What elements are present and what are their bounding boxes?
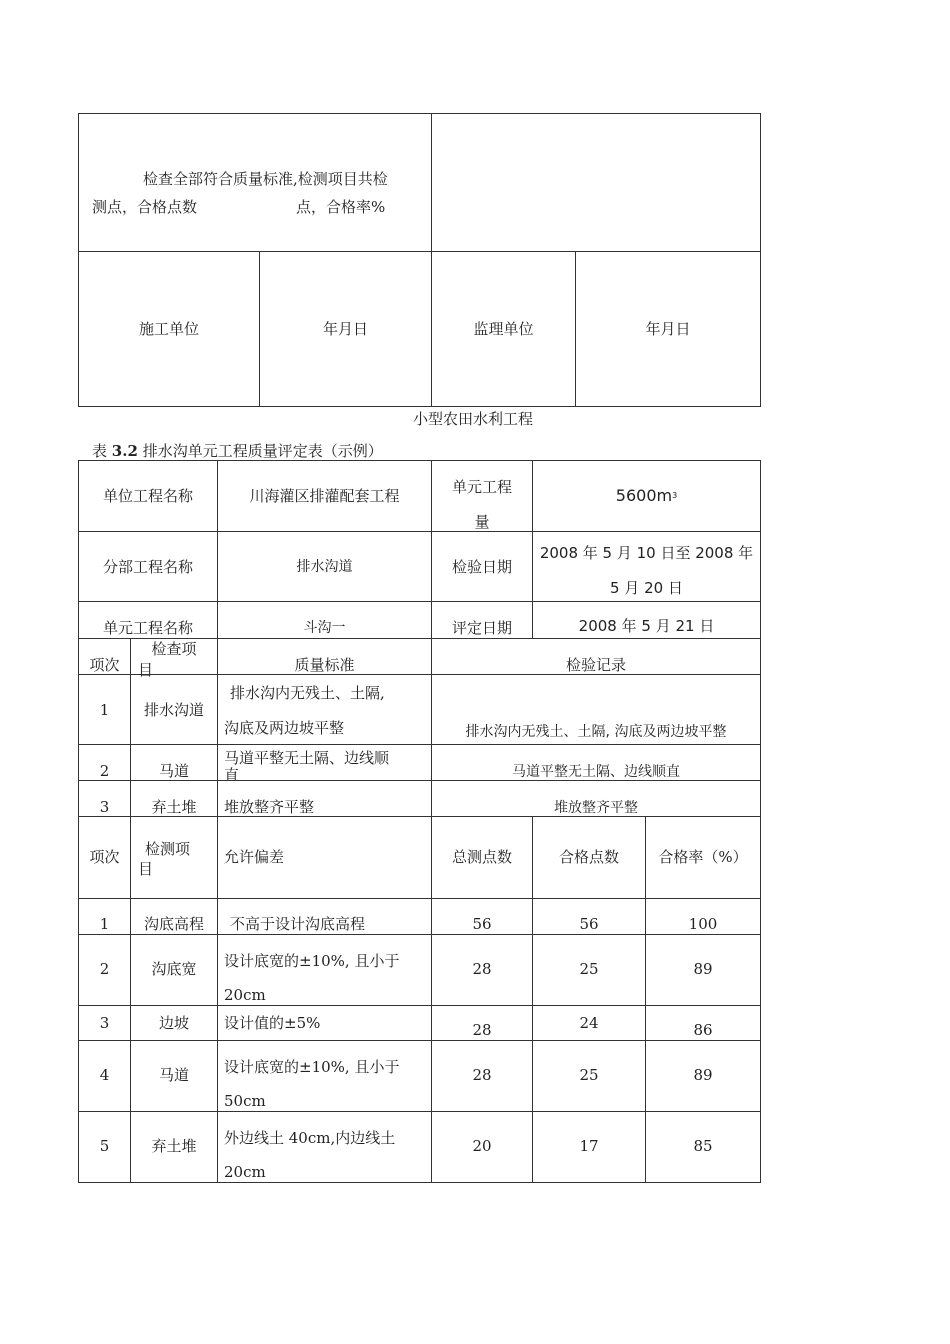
measure-header-item-2: 目: [138, 860, 154, 878]
measure-row-3-rate: 86: [693, 1021, 713, 1039]
measure-header-no: 项次: [89, 848, 120, 866]
measure-row-3-no: 3: [99, 1014, 110, 1032]
check-row-3-no: 3: [99, 798, 110, 816]
measure-row-1-tol: 不高于设计沟底高程: [230, 915, 366, 933]
table-number: 3.2: [111, 442, 138, 460]
check-row-2-std-1: 马道平整无土隔、边线顺: [224, 749, 390, 767]
measure-row-1-pass: 56: [579, 915, 599, 933]
check-row-1-std-1: 排水沟内无残土、土隔,: [230, 684, 385, 702]
table-prefix: 表: [92, 442, 108, 460]
eval-date-value: 2008 年 5 月 21 日: [578, 617, 715, 635]
measure-row-5-pass: 17: [579, 1137, 599, 1155]
measure-row-5-total: 20: [472, 1137, 492, 1155]
check-row-2-no: 2: [99, 762, 110, 780]
measure-row-3-item: 边坡: [158, 1014, 189, 1032]
check-row-3-item: 弃土堆: [151, 798, 197, 816]
measure-row-1-no: 1: [99, 915, 110, 933]
measure-row-4-no: 4: [99, 1066, 110, 1084]
measure-row-3-total: 28: [472, 1021, 492, 1039]
measure-row-5-tol-1: 外边线土 40cm,内边线土: [224, 1129, 396, 1147]
check-header-item-1: 检查项: [151, 640, 197, 658]
measure-row-1-rate: 100: [688, 915, 718, 933]
measure-row-5-tol-2: 20cm: [224, 1163, 266, 1181]
measure-row-4-pass: 25: [579, 1066, 599, 1084]
measure-row-5-rate: 85: [693, 1137, 713, 1155]
measure-row-2-pass: 25: [579, 960, 599, 978]
check-row-1-no: 1: [99, 701, 110, 719]
measure-row-2-no: 2: [99, 960, 110, 978]
check-header-standard: 质量标准: [294, 656, 355, 674]
measure-row-4-tol-2: 50cm: [224, 1092, 266, 1110]
check-row-3-std: 堆放整齐平整: [224, 798, 315, 816]
check-text-line2a: 测点，合格点数: [92, 198, 198, 216]
measure-row-1-total: 56: [472, 915, 492, 933]
check-header-item-2: 目: [138, 661, 154, 679]
element-label: 单元工程名称: [102, 619, 193, 637]
measure-row-5-no: 5: [99, 1137, 110, 1155]
unit-qty-label-1: 单元工程: [451, 478, 512, 496]
inspect-date-label: 检验日期: [451, 558, 512, 576]
construction-unit-label: 施工单位: [138, 320, 199, 338]
supervision-unit-label: 监理单位: [473, 320, 534, 338]
measure-row-4-rate: 89: [693, 1066, 713, 1084]
supervision-date: 年月日: [645, 320, 691, 338]
unit-project-label: 单位工程名称: [102, 487, 193, 505]
check-row-1-record: 排水沟内无残土、土隔, 沟底及两边坡平整: [465, 724, 727, 740]
measure-row-2-total: 28: [472, 960, 492, 978]
eval-date-label: 评定日期: [451, 619, 512, 637]
measure-row-4-total: 28: [472, 1066, 492, 1084]
measure-header-item-1: 检测项: [145, 840, 191, 858]
measure-row-2-tol-1: 设计底宽的±10%, 且小于: [224, 952, 400, 970]
inspect-date-line1: 2008 年 5 月 10 日至 2008 年: [539, 544, 754, 562]
table-title: 排水沟单元工程质量评定表（示例）: [142, 442, 383, 460]
check-row-1-item: 排水沟道: [143, 701, 204, 719]
check-text-line2b: 点，合格率%: [296, 198, 386, 216]
measure-row-2-item: 沟底宽: [151, 960, 197, 978]
measure-header-tolerance: 允许偏差: [224, 848, 285, 866]
measure-row-3-pass: 24: [579, 1014, 599, 1032]
check-row-1-std-2: 沟底及两边坡平整: [224, 719, 345, 737]
unit-project-value: 川海灌区排灌配套工程: [249, 487, 400, 505]
inspect-date-line2: 5 月 20 日: [610, 579, 683, 597]
element-value: 斗沟一: [303, 620, 346, 636]
unit-qty-label-2: 量: [474, 513, 490, 531]
measure-header-rate: 合格率（%）: [658, 848, 748, 866]
measure-header-pass: 合格点数: [558, 848, 619, 866]
table-caption: [92, 440, 383, 462]
unit-qty-number: 5600m: [615, 486, 673, 505]
construction-date: 年月日: [322, 320, 368, 338]
check-header-no: 项次: [89, 656, 120, 674]
measure-header-total: 总测点数: [451, 848, 512, 866]
check-row-2-record: 马道平整无土隔、边线顺直: [512, 764, 680, 780]
unit-qty-value: [533, 478, 760, 513]
measure-row-4-item: 马道: [158, 1066, 189, 1084]
check-header-record: 检验记录: [565, 656, 626, 674]
sub-project-value: 排水沟道: [296, 559, 353, 575]
measure-row-4-tol-1: 设计底宽的±10%, 且小于: [224, 1058, 400, 1076]
measure-row-5-item: 弃土堆: [151, 1137, 197, 1155]
project-caption: 小型农田水利工程: [412, 410, 533, 428]
measure-row-1-item: 沟底高程: [143, 915, 204, 933]
check-row-3-record: 堆放整齐平整: [554, 800, 638, 816]
measure-row-2-tol-2: 20cm: [224, 986, 266, 1004]
check-row-2-std-2: 直: [224, 766, 240, 780]
check-text-line1: 检查全部符合质量标准,检测项目共检: [143, 170, 388, 188]
measure-row-2-rate: 89: [693, 960, 713, 978]
check-row-2-item: 马道: [158, 762, 189, 780]
unit-qty-superscript: 3: [672, 491, 678, 500]
sub-project-label: 分部工程名称: [102, 558, 193, 576]
measure-row-3-tol: 设计值的±5%: [224, 1014, 321, 1032]
